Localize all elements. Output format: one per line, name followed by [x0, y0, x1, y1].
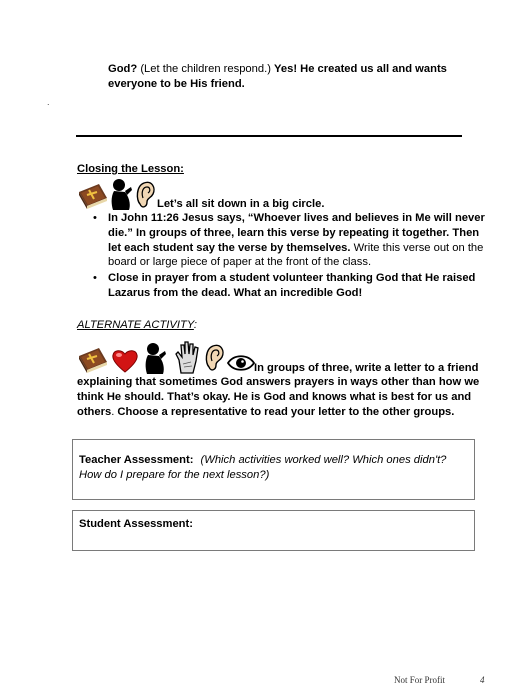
alternate-icon-row [77, 340, 255, 376]
teacher-assessment-prompt: (Which activities worked well? Which ones didn't? How do I prepare for the next lesson?) [79, 454, 447, 481]
alternate-lead: In groups of three, write a letter to a friend [254, 362, 479, 374]
ear-icon [203, 343, 225, 373]
alternate-heading: ALTERNATE ACTIVITY: [77, 319, 197, 331]
teacher-assessment-label: Teacher Assessment: [79, 454, 194, 466]
alternate-body-a: explaining that sometimes God answers prayers in ways other than how we think He should. That’s okay. He is God and knows what is best for us and others [77, 376, 480, 418]
stray-mark: . [47, 97, 50, 107]
closing-icon-row [77, 178, 157, 212]
student-assessment-box[interactable] [72, 510, 475, 551]
bible-icon [77, 344, 109, 376]
bullet-1-normal: Write this verse out on the board or large piece of paper at the front of the class. [108, 241, 484, 269]
intro-bold-b: Yes! He created us all and wants everyone to be His friend. [108, 63, 447, 90]
closing-bullet-1 [93, 211, 485, 270]
bible-icon [77, 180, 109, 212]
page-number: 4 [480, 675, 485, 685]
alternate-body-b: Choose a representative to read your letter to the other groups. [114, 405, 455, 418]
intro-paragraph [108, 62, 480, 92]
sit-instruction: Let’s all sit down in a big circle. [157, 198, 325, 210]
closing-bullet-2 [93, 271, 485, 301]
intro-normal: (Let the children respond.) [137, 63, 275, 75]
bullet-dot: • [93, 272, 97, 284]
teacher-assessment-box[interactable] [72, 439, 475, 500]
bullet-dot: • [93, 212, 97, 224]
praying-child-icon [143, 342, 167, 376]
praying-child-icon [109, 178, 133, 212]
intro-bold-a: God? [108, 63, 138, 75]
alternate-body [77, 375, 489, 419]
section-divider [76, 135, 462, 137]
bullet-2-bold: Close in prayer from a student volunteer thanking God that He raised Lazarus from the dead. What an incredible God! [108, 272, 476, 299]
hand-icon [173, 340, 201, 374]
ear-icon [134, 180, 156, 210]
heart-icon [111, 348, 139, 374]
bullet-1-bold: In John 11:26 Jesus says, “Whoever lives and believes in Me will never die.” In groups of three, learn this verse by repeating it together. Then let each student say the verse by themselves. [108, 212, 485, 254]
eye-icon [227, 354, 255, 372]
student-assessment-label: Student Assessment: [79, 518, 193, 530]
footer-left: Not For Profit [394, 675, 446, 685]
closing-heading: Closing the Lesson: [77, 163, 184, 175]
alternate-body-dot: . [111, 405, 115, 418]
